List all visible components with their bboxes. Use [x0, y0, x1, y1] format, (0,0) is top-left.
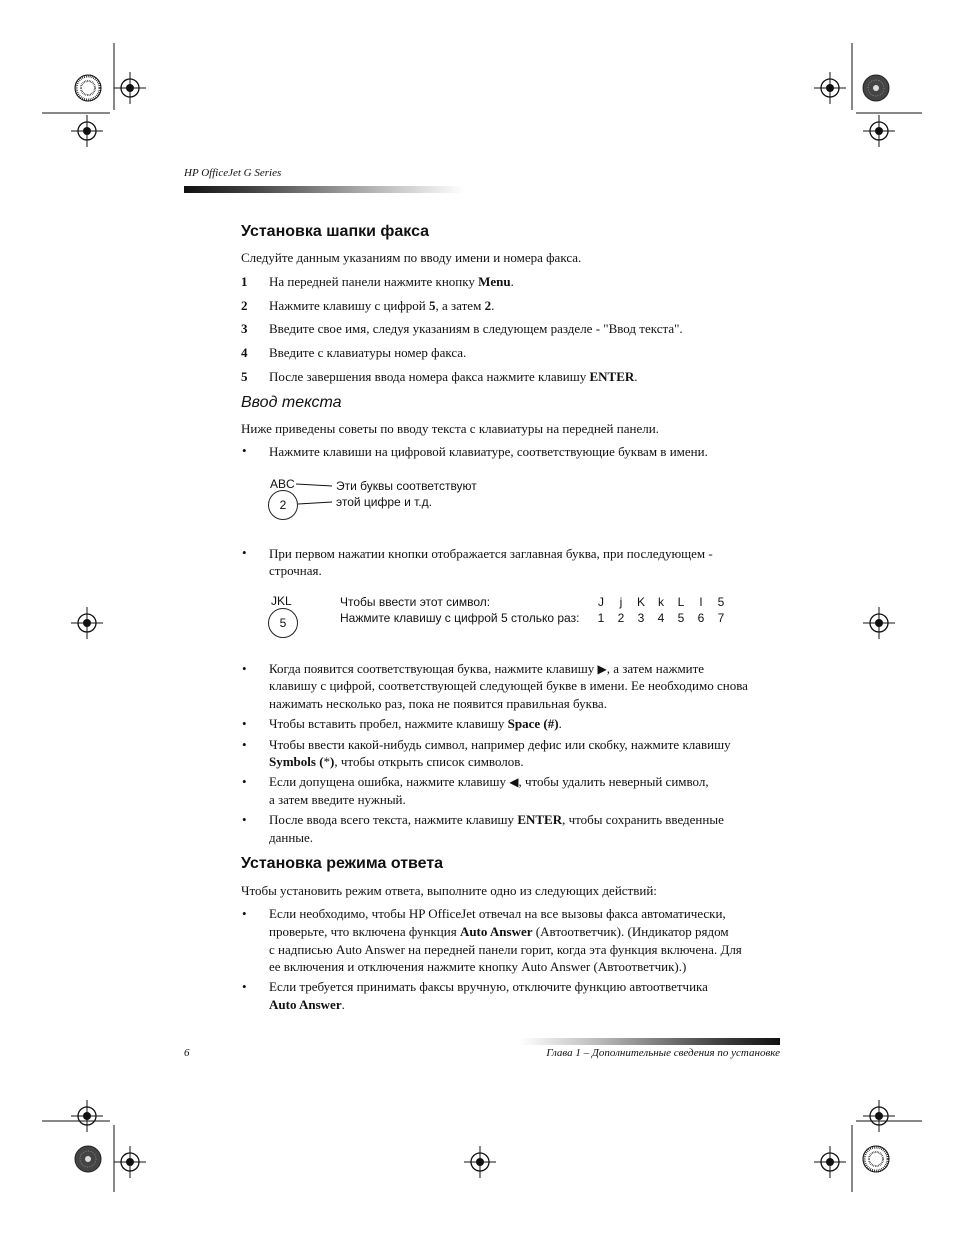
bullet-text: строчная.: [269, 563, 322, 578]
bullet-text: После ввода всего текста, нажмите клавишу ENTER, чтобы сохранить введенные: [269, 812, 724, 827]
symbol-cell: K: [636, 595, 645, 609]
section-intro: Следуйте данным указаниям по вводу имени и номера факса.: [241, 250, 582, 265]
bullet: •: [242, 545, 247, 560]
bullet-text: Чтобы ввести какой-нибудь символ, например дефис или скобку, нажмите клавишу: [269, 737, 731, 752]
bullet: •: [242, 443, 247, 458]
step-text: Введите свое имя, следуя указаниям в следующем разделе - "Ввод текста".: [269, 321, 683, 336]
bullet: •: [242, 716, 247, 731]
page-number: 6: [184, 1047, 190, 1059]
footer-rule: [520, 1038, 780, 1045]
step-number: 5: [241, 369, 248, 384]
bullet-text: Чтобы вставить пробел, нажмите клавишу Space (#).: [269, 716, 562, 731]
subsection-intro: Ниже приведены советы по вводу текста с клавиатуры на передней панели.: [241, 421, 659, 436]
bullet: •: [242, 906, 247, 921]
figure-caption: Эти буквы соответствуют: [336, 479, 477, 493]
press-count-cell: 6: [697, 611, 705, 625]
bullet-text: Нажмите клавиши на цифровой клавиатуре, соответствующие буквам в имени.: [269, 444, 708, 459]
right-arrow-icon: ▶: [597, 662, 607, 676]
bullet-text: Если допущена ошибка, нажмите клавишу ◀, чтобы удалить неверный символ,: [269, 774, 709, 789]
press-count-cell: 1: [597, 611, 605, 625]
running-header: HP OfficeJet G Series: [184, 167, 282, 179]
bullet-text: ее включения и отключения нажмите кнопку Auto Answer (Автоответчик).): [269, 959, 687, 974]
bullet-text: проверьте, что включена функция Auto Answer (Автоответчик). (Индикатор рядом: [269, 924, 729, 939]
press-count-cell: 3: [637, 611, 645, 625]
bullet: •: [242, 979, 247, 994]
symbol-cell: 5: [717, 595, 725, 609]
bullet-text: нажимать несколько раз, пока не появится правильная буква.: [269, 696, 607, 711]
figure-caption: этой цифре и т.д.: [336, 495, 432, 509]
bullet: •: [242, 812, 247, 827]
step-number: 3: [241, 321, 248, 336]
section-title-fax-header: Установка шапки факса: [241, 223, 430, 240]
key-letters-jkl: JKL: [271, 594, 292, 608]
bullet-text: Если необходимо, чтобы HP OfficeJet отвечал на все вызовы факса автоматически,: [269, 906, 726, 921]
step-number: 4: [241, 345, 248, 360]
symbol-cell: k: [658, 595, 664, 609]
key-letters-abc: ABC: [270, 477, 295, 491]
section-intro: Чтобы установить режим ответа, выполните одно из следующих действий:: [241, 883, 657, 898]
bullet-text: клавишу с цифрой, соответствующей следующей букве в имени. Ее необходимо снова: [269, 678, 748, 693]
bullet-text: Auto Answer.: [269, 997, 345, 1012]
step-number: 2: [241, 298, 248, 313]
symbol-cell: J: [598, 595, 604, 609]
section-title-answer-mode: Установка режима ответа: [241, 855, 444, 872]
press-count-cell: 5: [677, 611, 685, 625]
press-count-cell: 4: [657, 611, 665, 625]
step-text: Нажмите клавишу с цифрой 5, а затем 2.: [269, 298, 495, 313]
bullet-text: данные.: [269, 830, 314, 845]
symbol-cell: L: [677, 595, 685, 609]
bullet-text: а затем введите нужный.: [269, 792, 406, 807]
step-text: Введите с клавиатуры номер факса.: [269, 345, 467, 360]
chapter-title: Глава 1 – Дополнительные сведения по установке: [546, 1047, 780, 1059]
bullet-text: с надписью Auto Answer на передней панели горит, когда эта функция включена. Для: [269, 942, 742, 957]
step-number: 1: [241, 274, 248, 289]
step-text: После завершения ввода номера факса нажмите клавишу ENTER.: [269, 369, 638, 384]
bullet-text: Symbols (*), чтобы открыть список символов.: [269, 754, 524, 769]
bullet: •: [242, 661, 247, 676]
step-text: На передней панели нажмите кнопку Menu.: [269, 274, 514, 289]
key-2-icon: 2: [268, 490, 298, 520]
header-rule: [184, 186, 464, 193]
left-arrow-icon: ◀: [509, 775, 519, 789]
bullet-text: При первом нажатии кнопки отображается заглавная буква, при последующем -: [269, 546, 713, 561]
table-row-label: Чтобы ввести этот символ:: [340, 595, 491, 609]
callout-lines: [296, 480, 336, 510]
bullet-text: Если требуется принимать факсы вручную, отключите функцию автоответчика: [269, 979, 708, 994]
bullet: •: [242, 774, 247, 789]
bullet: •: [242, 737, 247, 752]
symbol-cell: l: [699, 595, 703, 609]
key-5-icon: 5: [268, 608, 298, 638]
press-count-cell: 7: [717, 611, 725, 625]
table-row-label: Нажмите клавишу с цифрой 5 столько раз:: [340, 611, 580, 625]
bullet-text: Когда появится соответствующая буква, нажмите клавишу ▶, а затем нажмите: [269, 661, 705, 676]
press-count-cell: 2: [617, 611, 625, 625]
symbol-cell: j: [619, 595, 623, 609]
subsection-title-text-entry: Ввод текста: [241, 394, 342, 411]
